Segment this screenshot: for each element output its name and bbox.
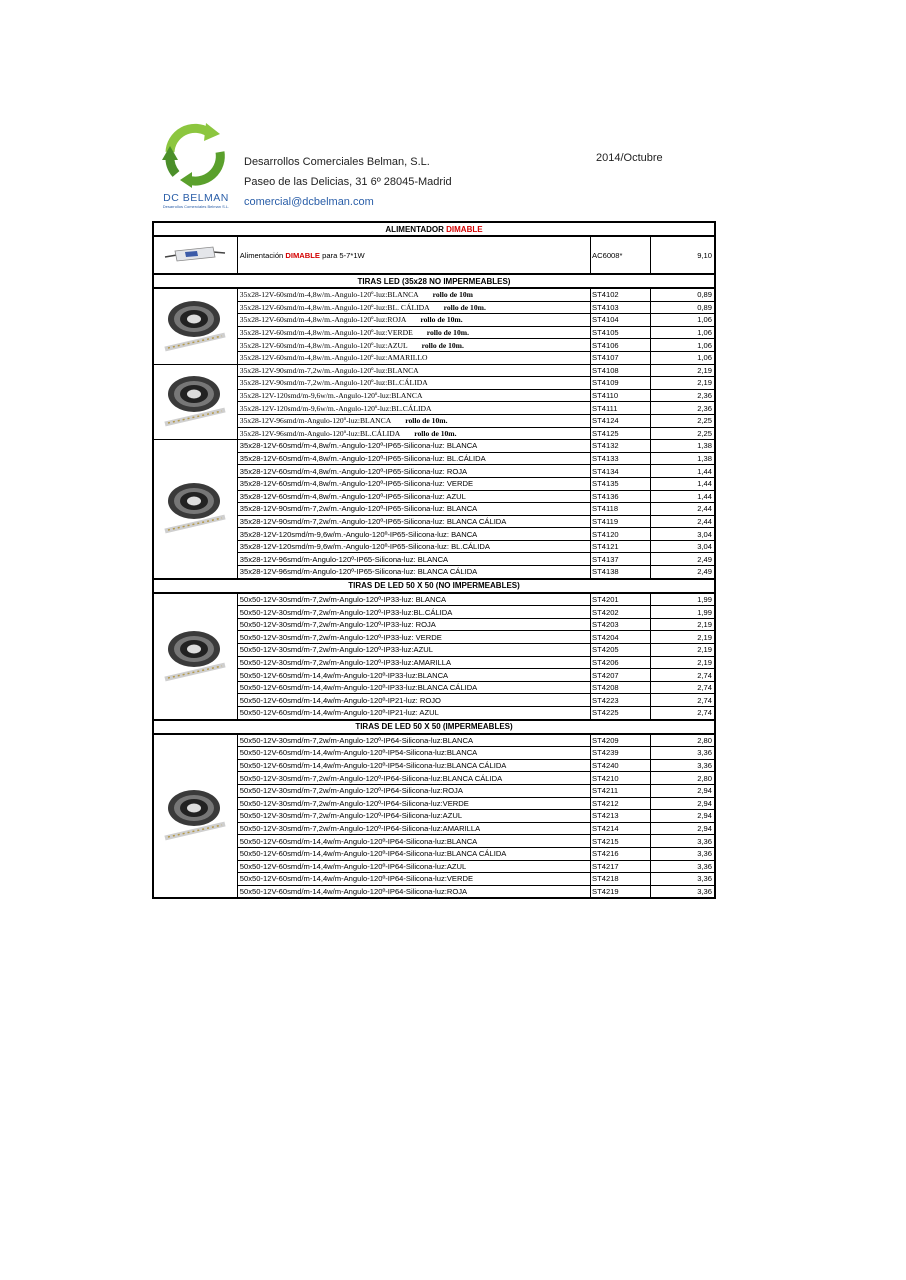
product-description: 35x28-12V-120smd/m-9,6w/m.-Angulo-120º-IP65-Silicona-luz: BANCA (237, 528, 590, 541)
product-description: 50x50-12V-30smd/m-7,2w/m-Angulo-120º-IP64-Silicona-luz:ROJA (237, 784, 590, 797)
product-price: 1,44 (651, 465, 715, 478)
product-code: ST4121 (591, 540, 651, 553)
product-code: ST4213 (591, 810, 651, 823)
product-price: 0,89 (651, 288, 715, 301)
company-address: Paseo de las Delicias, 31 6º 28045-Madrid (244, 176, 452, 188)
product-row (153, 503, 715, 516)
product-row (153, 465, 715, 478)
product-price: 2,25 (651, 414, 715, 427)
led-strip-reel-icon (160, 370, 230, 430)
section-highlight: DIMABLE (446, 224, 483, 234)
product-price: 2,19 (651, 631, 715, 644)
recycle-arrows-icon (158, 122, 232, 190)
product-price: 9,10 (651, 236, 715, 274)
section-title: TIRAS LED (35x28 NO IMPERMEABLES) (153, 274, 715, 288)
product-price: 3,36 (651, 873, 715, 886)
product-price: 2,36 (651, 402, 715, 415)
product-code: ST4217 (591, 860, 651, 873)
product-code: ST4107 (591, 351, 651, 364)
product-code: ST4133 (591, 452, 651, 465)
roll-length-note: rollo de 10m. (420, 315, 463, 325)
product-row (153, 860, 715, 873)
product-description: 50x50-12V-60smd/m-14,4w/m-Angulo-120º-IP64-Silicona-luz:AZUL (237, 860, 590, 873)
product-code: ST4205 (591, 644, 651, 657)
product-row (153, 490, 715, 503)
product-row (153, 414, 715, 427)
product-description: 50x50-12V-30smd/m-7,2w/m-Angulo-120º-IP64-Silicona-luz:AMARILLA (237, 822, 590, 835)
product-row (153, 873, 715, 886)
product-description: 50x50-12V-60smd/m-14,4w/m-Angulo-120º-IP64-Silicona-luz:VERDE (237, 873, 590, 886)
led-strip-reel-icon (160, 784, 230, 844)
product-price: 2,94 (651, 810, 715, 823)
product-description: 35x28-12V-60smd/m-4,8w/m.-Angulo-120º-IP65-Silicona-luz: AZUL (237, 490, 590, 503)
product-row (153, 288, 715, 301)
product-description: 35x28-12V-60smd/m-4,8w/m.-Angulo-120º-luz:AMARILLO (237, 351, 590, 364)
product-image (153, 364, 237, 440)
product-price: 1,99 (651, 593, 715, 606)
product-code: ST4109 (591, 377, 651, 390)
product-row (153, 669, 715, 682)
product-price: 3,36 (651, 759, 715, 772)
product-description: 50x50-12V-30smd/m-7,2w/m-Angulo-120º-IP33-luz:AZUL (237, 644, 590, 657)
price-table-body (153, 222, 715, 898)
product-price: 2,49 (651, 553, 715, 566)
product-price: 1,38 (651, 440, 715, 453)
product-price: 2,19 (651, 644, 715, 657)
product-description: 35x28-12V-96smd/m-Angulo-120º-luz:BLANCA rollo de 10m. (237, 414, 590, 427)
product-description: 50x50-12V-30smd/m-7,2w/m-Angulo-120º-IP64-Silicona-luz:BLANCA CÁLIDA (237, 772, 590, 785)
product-price: 2,19 (651, 618, 715, 631)
brand-name: DC BELMAN (163, 192, 229, 204)
company-name: Desarrollos Comerciales Belman, S.L. (244, 156, 430, 168)
product-code: ST4201 (591, 593, 651, 606)
product-row (153, 606, 715, 619)
product-description: 35x28-12V-60smd/m-4,8w/m.-Angulo-120º-luz:BL. CÁLIDA rollo de 10m. (237, 301, 590, 314)
product-description: 50x50-12V-30smd/m-7,2w/m-Angulo-120º-IP33-luz: VERDE (237, 631, 590, 644)
product-code: ST4207 (591, 669, 651, 682)
product-price: 1,06 (651, 351, 715, 364)
product-code: ST4104 (591, 314, 651, 327)
product-description: 50x50-12V-30smd/m-7,2w/m-Angulo-120º-IP64-Silicona-luz:VERDE (237, 797, 590, 810)
product-code: ST4215 (591, 835, 651, 848)
section-header-row (153, 720, 715, 734)
product-row (153, 810, 715, 823)
product-description: 35x28-12V-60smd/m-4,8w/m.-Angulo-120º-luz:AZUL rollo de 10m. (237, 339, 590, 352)
product-description: 50x50-12V-30smd/m-7,2w/m-Angulo-120º-IP33-luz:BL.CÁLIDA (237, 606, 590, 619)
product-code: ST4108 (591, 364, 651, 377)
product-description: 35x28-12V-90smd/m-7,2w/m.-Angulo-120º-IP65-Silicona-luz: BLANCA CÁLIDA (237, 515, 590, 528)
product-row (153, 797, 715, 810)
product-price: 1,44 (651, 490, 715, 503)
product-row (153, 747, 715, 760)
product-price: 1,06 (651, 326, 715, 339)
product-price: 2,36 (651, 389, 715, 402)
product-description: 50x50-12V-60smd/m-14,4w/m-Angulo-120º-IP64-Silicona-luz:BLANCA CÁLIDA (237, 847, 590, 860)
product-image (153, 593, 237, 720)
brand-subtitle: Desarrollos Comerciales Belman S.L. (162, 204, 230, 209)
product-code: ST4204 (591, 631, 651, 644)
product-image (153, 288, 237, 364)
product-price: 3,04 (651, 528, 715, 541)
product-price: 2,94 (651, 797, 715, 810)
product-price: 1,38 (651, 452, 715, 465)
product-price: 2,44 (651, 515, 715, 528)
product-description: 35x28-12V-60smd/m-4,8w/m.-Angulo-120º-luz:VERDE rollo de 10m. (237, 326, 590, 339)
product-code: ST4118 (591, 503, 651, 516)
product-description: 35x28-12V-90smd/m-7,2w/m.-Angulo-120º-luz:BL.CÁLIDA (237, 377, 590, 390)
product-code: ST4202 (591, 606, 651, 619)
product-code: ST4218 (591, 873, 651, 886)
product-row (153, 681, 715, 694)
product-code: ST4102 (591, 288, 651, 301)
product-row (153, 835, 715, 848)
product-code: ST4214 (591, 822, 651, 835)
product-price: 1,99 (651, 606, 715, 619)
product-row (153, 402, 715, 415)
company-logo (154, 122, 236, 208)
product-code: ST4137 (591, 553, 651, 566)
product-description: Alimentación DIMABLE para 5-7*1W (237, 236, 590, 274)
product-code: ST4206 (591, 656, 651, 669)
product-description: 35x28-12V-90smd/m-7,2w/m.-Angulo-120º-IP65-Silicona-luz: BLANCA (237, 503, 590, 516)
product-code: ST4211 (591, 784, 651, 797)
product-price: 2,80 (651, 772, 715, 785)
product-price: 2,94 (651, 784, 715, 797)
product-code: ST4203 (591, 618, 651, 631)
product-row (153, 618, 715, 631)
product-row (153, 593, 715, 606)
product-row (153, 515, 715, 528)
product-description: 35x28-12V-120smd/m-9,6w/m.-Angulo-120º-luz:BL.CÁLIDA (237, 402, 590, 415)
product-description: 35x28-12V-96smd/m-Angulo-120º-luz:BL.CÁLIDA rollo de 10m. (237, 427, 590, 440)
product-code: ST4125 (591, 427, 651, 440)
product-price: 2,80 (651, 734, 715, 747)
product-description: 50x50-12V-30smd/m-7,2w/m-Angulo-120º-IP64-Silicona-luz:BLANCA (237, 734, 590, 747)
product-code: ST4240 (591, 759, 651, 772)
product-row (153, 236, 715, 274)
product-price: 2,19 (651, 364, 715, 377)
product-row (153, 339, 715, 352)
product-row (153, 734, 715, 747)
product-description: 50x50-12V-60smd/m-14,4w/m-Angulo-120º-IP33-luz:BLANCA (237, 669, 590, 682)
product-price: 2,74 (651, 669, 715, 682)
power-supply-icon (163, 244, 227, 264)
product-code: ST4106 (591, 339, 651, 352)
product-price: 3,36 (651, 847, 715, 860)
product-code: ST4136 (591, 490, 651, 503)
section-title: ALIMENTADOR DIMABLE (153, 222, 715, 236)
product-price: 3,36 (651, 885, 715, 898)
document-date: 2014/Octubre (596, 152, 663, 164)
product-row (153, 377, 715, 390)
product-image (153, 440, 237, 579)
product-image (153, 236, 237, 274)
product-row (153, 847, 715, 860)
roll-length-note: rollo de 10m. (426, 328, 469, 338)
product-price: 3,36 (651, 860, 715, 873)
product-code: ST4208 (591, 681, 651, 694)
product-row (153, 784, 715, 797)
company-email[interactable]: comercial@dcbelman.com (244, 196, 374, 208)
product-description: 35x28-12V-120smd/m-9,6w/m.-Angulo-120º-luz:BLANCA (237, 389, 590, 402)
roll-length-note: rollo de 10m. (405, 416, 448, 426)
product-code: ST4111 (591, 402, 651, 415)
product-price: 2,74 (651, 681, 715, 694)
product-price: 0,89 (651, 301, 715, 314)
product-code: ST4124 (591, 414, 651, 427)
product-row (153, 540, 715, 553)
product-code: ST4212 (591, 797, 651, 810)
product-description: 50x50-12V-30smd/m-7,2w/m-Angulo-120º-IP64-Silicona-luz:AZUL (237, 810, 590, 823)
product-row (153, 364, 715, 377)
led-strip-reel-icon (160, 625, 230, 685)
product-price: 2,25 (651, 427, 715, 440)
product-description: 50x50-12V-60smd/m-14,4w/m-Angulo-120º-IP54-Silicona-luz:BLANCA CÁLIDA (237, 759, 590, 772)
product-row (153, 772, 715, 785)
dimable-highlight: DIMABLE (285, 250, 320, 260)
product-row (153, 631, 715, 644)
product-description: 50x50-12V-60smd/m-14,4w/m-Angulo-120º-IP64-Silicona-luz:ROJA (237, 885, 590, 898)
led-strip-reel-icon (160, 295, 230, 355)
product-price: 2,44 (651, 503, 715, 516)
product-code: ST4103 (591, 301, 651, 314)
product-row (153, 351, 715, 364)
product-code: ST4120 (591, 528, 651, 541)
product-description: 50x50-12V-30smd/m-7,2w/m-Angulo-120º-IP33-luz:AMARILLA (237, 656, 590, 669)
section-header-row (153, 274, 715, 288)
product-description: 35x28-12V-96smd/m-Angulo-120º-IP65-Silicona-luz: BLANCA (237, 553, 590, 566)
product-description: 35x28-12V-60smd/m-4,8w/m.-Angulo-120º-luz:ROJA rollo de 10m. (237, 314, 590, 327)
product-code: ST4209 (591, 734, 651, 747)
product-code: ST4225 (591, 707, 651, 720)
roll-length-note: rollo de 10m. (414, 428, 457, 438)
product-code: ST4134 (591, 465, 651, 478)
product-description: 50x50-12V-60smd/m-14,4w/m-Angulo-120º-IP21-luz: AZUL (237, 707, 590, 720)
product-code: ST4223 (591, 694, 651, 707)
product-row (153, 566, 715, 579)
product-row (153, 314, 715, 327)
section-title: TIRAS DE LED 50 X 50 (NO IMPERMEABLES) (153, 579, 715, 593)
product-price: 3,36 (651, 835, 715, 848)
product-image (153, 734, 237, 899)
product-price: 1,44 (651, 477, 715, 490)
section-header-row (153, 579, 715, 593)
product-row (153, 694, 715, 707)
product-description: 35x28-12V-120smd/m-9,6w/m.-Angulo-120º-IP65-Silicona-luz: BL.CÁLIDA (237, 540, 590, 553)
led-strip-reel-icon (160, 477, 230, 537)
roll-length-note: rollo de 10m (432, 290, 473, 300)
product-row (153, 326, 715, 339)
roll-length-note: rollo de 10m. (421, 340, 464, 350)
product-code: ST4135 (591, 477, 651, 490)
company-info (244, 152, 452, 212)
product-row (153, 389, 715, 402)
product-description: 35x28-12V-60smd/m-4,8w/m.-Angulo-120º-IP65-Silicona-luz: VERDE (237, 477, 590, 490)
product-description: 50x50-12V-60smd/m-14,4w/m-Angulo-120º-IP33-luz:BLANCA CÁLIDA (237, 681, 590, 694)
product-price: 2,74 (651, 707, 715, 720)
product-row (153, 477, 715, 490)
product-price: 1,06 (651, 314, 715, 327)
product-code: ST4138 (591, 566, 651, 579)
product-description: 50x50-12V-60smd/m-14,4w/m-Angulo-120º-IP54-Silicona-luz:BLANCA (237, 747, 590, 760)
product-row (153, 528, 715, 541)
roll-length-note: rollo de 10m. (443, 302, 486, 312)
product-price: 2,74 (651, 694, 715, 707)
product-price: 2,19 (651, 656, 715, 669)
product-row (153, 440, 715, 453)
product-code: AC6008* (591, 236, 651, 274)
product-description: 50x50-12V-60smd/m-14,4w/m-Angulo-120º-IP21-luz: ROJO (237, 694, 590, 707)
product-description: 50x50-12V-30smd/m-7,2w/m-Angulo-120º-IP33-luz: ROJA (237, 618, 590, 631)
product-price: 3,36 (651, 747, 715, 760)
product-row (153, 301, 715, 314)
product-code: ST4105 (591, 326, 651, 339)
product-row (153, 644, 715, 657)
price-table (152, 221, 716, 899)
product-row (153, 656, 715, 669)
product-price: 2,94 (651, 822, 715, 835)
product-price: 3,04 (651, 540, 715, 553)
product-code: ST4132 (591, 440, 651, 453)
product-description: 35x28-12V-90smd/m-7,2w/m.-Angulo-120º-luz:BLANCA (237, 364, 590, 377)
product-row (153, 427, 715, 440)
product-row (153, 553, 715, 566)
document-header (150, 120, 720, 210)
product-price: 1,06 (651, 339, 715, 352)
product-row (153, 822, 715, 835)
product-description: 35x28-12V-60smd/m-4,8w/m.-Angulo-120º-IP65-Silicona-luz: BLANCA (237, 440, 590, 453)
product-row (153, 707, 715, 720)
product-description: 50x50-12V-60smd/m-14,4w/m-Angulo-120º-IP64-Silicona-luz:BLANCA (237, 835, 590, 848)
product-code: ST4219 (591, 885, 651, 898)
product-row (153, 885, 715, 898)
product-code: ST4210 (591, 772, 651, 785)
product-description: 35x28-12V-60smd/m-4,8w/m.-Angulo-120º-IP65-Silicona-luz: BL.CÁLIDA (237, 452, 590, 465)
section-header-row (153, 222, 715, 236)
product-code: ST4110 (591, 389, 651, 402)
product-description: 35x28-12V-96smd/m-Angulo-120º-IP65-Silicona-luz: BLANCA CÁLIDA (237, 566, 590, 579)
product-row (153, 452, 715, 465)
product-code: ST4216 (591, 847, 651, 860)
product-row (153, 759, 715, 772)
product-code: ST4119 (591, 515, 651, 528)
product-price: 2,49 (651, 566, 715, 579)
product-description: 35x28-12V-60smd/m-4,8w/m.-Angulo-120º-IP65-Silicona-luz: ROJA (237, 465, 590, 478)
section-title: TIRAS DE LED 50 X 50 (IMPERMEABLES) (153, 720, 715, 734)
product-price: 2,19 (651, 377, 715, 390)
product-code: ST4239 (591, 747, 651, 760)
product-description: 35x28-12V-60smd/m-4,8w/m.-Angulo-120º-luz:BLANCA rollo de 10m (237, 288, 590, 301)
product-description: 50x50-12V-30smd/m-7,2w/m-Angulo-120º-IP33-luz: BLANCA (237, 593, 590, 606)
